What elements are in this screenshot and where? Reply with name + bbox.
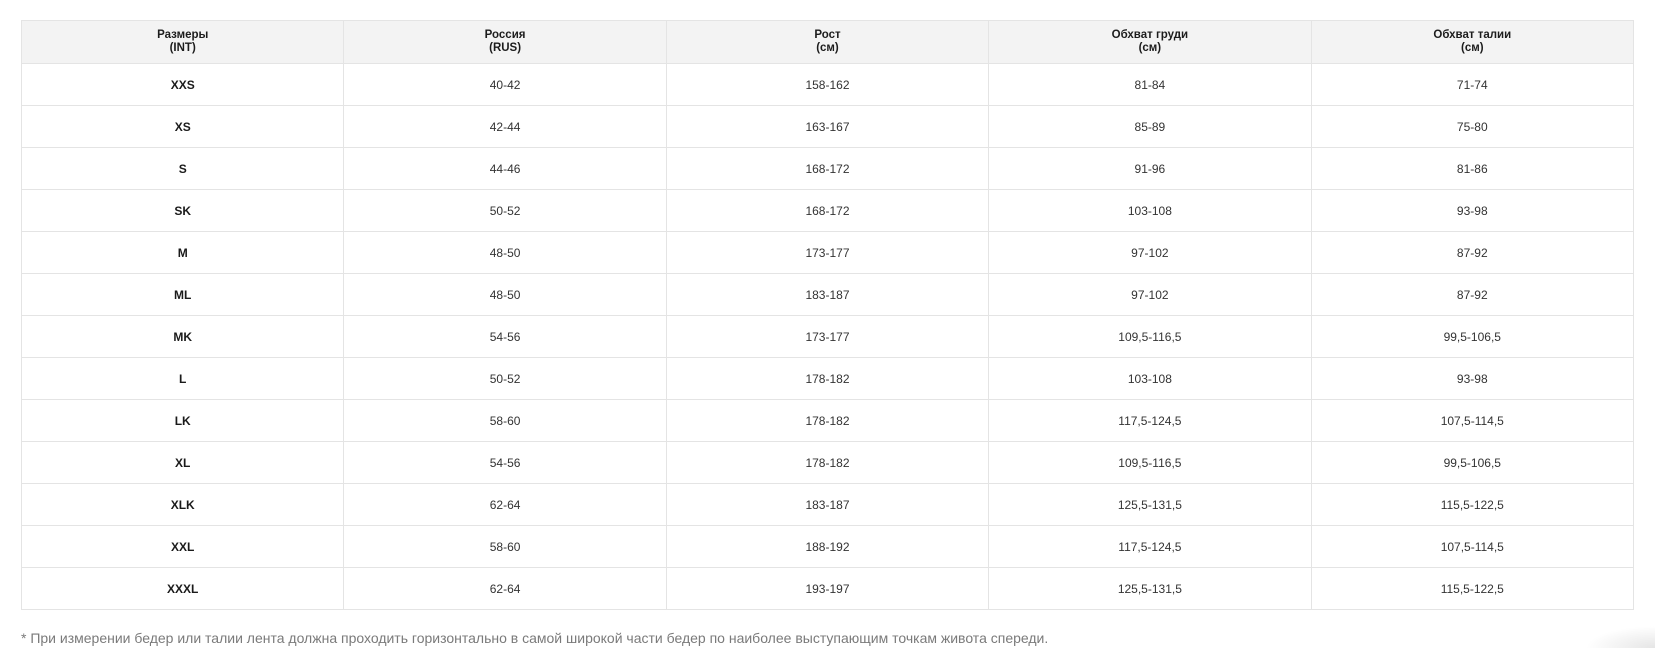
cell-rus-size: 40-42	[344, 64, 666, 106]
size-table	[21, 20, 1634, 610]
cell-chest: 109,5-116,5	[989, 316, 1311, 358]
cell-height: 178-182	[666, 358, 988, 400]
corner-shadow	[1585, 626, 1655, 648]
table-row	[22, 358, 1634, 400]
cell-chest: 97-102	[989, 232, 1311, 274]
cell-height: 188-192	[666, 526, 988, 568]
table-row	[22, 190, 1634, 232]
header-chest	[989, 21, 1311, 64]
cell-height: 183-187	[666, 274, 988, 316]
cell-waist: 71-74	[1311, 64, 1633, 106]
cell-chest: 125,5-131,5	[989, 484, 1311, 526]
cell-chest: 103-108	[989, 190, 1311, 232]
header-label: Рост	[814, 29, 841, 41]
cell-int-size: XXL	[22, 526, 344, 568]
table-row	[22, 442, 1634, 484]
cell-waist: 81-86	[1311, 148, 1633, 190]
cell-height: 178-182	[666, 400, 988, 442]
table-row	[22, 148, 1634, 190]
cell-chest: 85-89	[989, 106, 1311, 148]
table-row	[22, 568, 1634, 610]
header-row	[22, 21, 1634, 64]
cell-rus-size: 58-60	[344, 526, 666, 568]
cell-waist: 87-92	[1311, 232, 1633, 274]
cell-rus-size: 44-46	[344, 148, 666, 190]
header-label: Россия	[484, 29, 526, 41]
header-waist	[1311, 21, 1633, 64]
table-row	[22, 526, 1634, 568]
cell-rus-size: 48-50	[344, 274, 666, 316]
cell-chest: 117,5-124,5	[989, 526, 1311, 568]
table-row	[22, 484, 1634, 526]
cell-int-size: XXXL	[22, 568, 344, 610]
cell-waist: 93-98	[1311, 190, 1633, 232]
header-unit: (см)	[1138, 42, 1162, 54]
cell-int-size: MK	[22, 316, 344, 358]
cell-rus-size: 54-56	[344, 442, 666, 484]
cell-height: 173-177	[666, 232, 988, 274]
cell-waist: 107,5-114,5	[1311, 400, 1633, 442]
cell-rus-size: 50-52	[344, 190, 666, 232]
cell-int-size: SK	[22, 190, 344, 232]
cell-chest: 91-96	[989, 148, 1311, 190]
cell-height: 168-172	[666, 190, 988, 232]
table-row	[22, 64, 1634, 106]
cell-chest: 125,5-131,5	[989, 568, 1311, 610]
header-height	[666, 21, 988, 64]
cell-chest: 117,5-124,5	[989, 400, 1311, 442]
table-row	[22, 400, 1634, 442]
cell-int-size: XLK	[22, 484, 344, 526]
cell-chest: 97-102	[989, 274, 1311, 316]
cell-waist: 93-98	[1311, 358, 1633, 400]
header-label: Обхват талии	[1433, 29, 1512, 41]
cell-int-size: XS	[22, 106, 344, 148]
table-row	[22, 232, 1634, 274]
cell-rus-size: 62-64	[344, 484, 666, 526]
cell-int-size: S	[22, 148, 344, 190]
header-unit: (RUS)	[489, 42, 522, 54]
table-row	[22, 274, 1634, 316]
cell-height: 158-162	[666, 64, 988, 106]
header-int-size	[22, 21, 344, 64]
measurement-footnote: * При измерении бедер или талии лента должна проходить горизонтально в самой широкой части бедер по наиболее выступающим точкам живота спереди.	[21, 630, 1049, 646]
cell-chest: 103-108	[989, 358, 1311, 400]
table-row	[22, 106, 1634, 148]
cell-rus-size: 62-64	[344, 568, 666, 610]
header-rus-size	[344, 21, 666, 64]
cell-int-size: M	[22, 232, 344, 274]
cell-waist: 87-92	[1311, 274, 1633, 316]
table-header	[22, 21, 1634, 64]
table-row	[22, 316, 1634, 358]
cell-rus-size: 48-50	[344, 232, 666, 274]
header-unit: (INT)	[169, 42, 196, 54]
cell-height: 173-177	[666, 316, 988, 358]
cell-waist: 115,5-122,5	[1311, 568, 1633, 610]
header-label: Обхват груди	[1111, 29, 1189, 41]
cell-waist: 99,5-106,5	[1311, 442, 1633, 484]
header-unit: (см)	[1461, 42, 1484, 54]
cell-height: 163-167	[666, 106, 988, 148]
cell-int-size: LK	[22, 400, 344, 442]
header-unit: (см)	[816, 42, 839, 54]
cell-waist: 115,5-122,5	[1311, 484, 1633, 526]
cell-rus-size: 50-52	[344, 358, 666, 400]
cell-rus-size: 58-60	[344, 400, 666, 442]
cell-int-size: ML	[22, 274, 344, 316]
cell-int-size: L	[22, 358, 344, 400]
cell-waist: 75-80	[1311, 106, 1633, 148]
cell-int-size: XL	[22, 442, 344, 484]
cell-height: 178-182	[666, 442, 988, 484]
cell-rus-size: 42-44	[344, 106, 666, 148]
cell-waist: 107,5-114,5	[1311, 526, 1633, 568]
header-label: Размеры	[157, 29, 209, 41]
cell-height: 168-172	[666, 148, 988, 190]
cell-waist: 99,5-106,5	[1311, 316, 1633, 358]
cell-chest: 109,5-116,5	[989, 442, 1311, 484]
cell-chest: 81-84	[989, 64, 1311, 106]
cell-height: 183-187	[666, 484, 988, 526]
cell-rus-size: 54-56	[344, 316, 666, 358]
table-body	[22, 64, 1634, 610]
cell-int-size: XXS	[22, 64, 344, 106]
cell-height: 193-197	[666, 568, 988, 610]
